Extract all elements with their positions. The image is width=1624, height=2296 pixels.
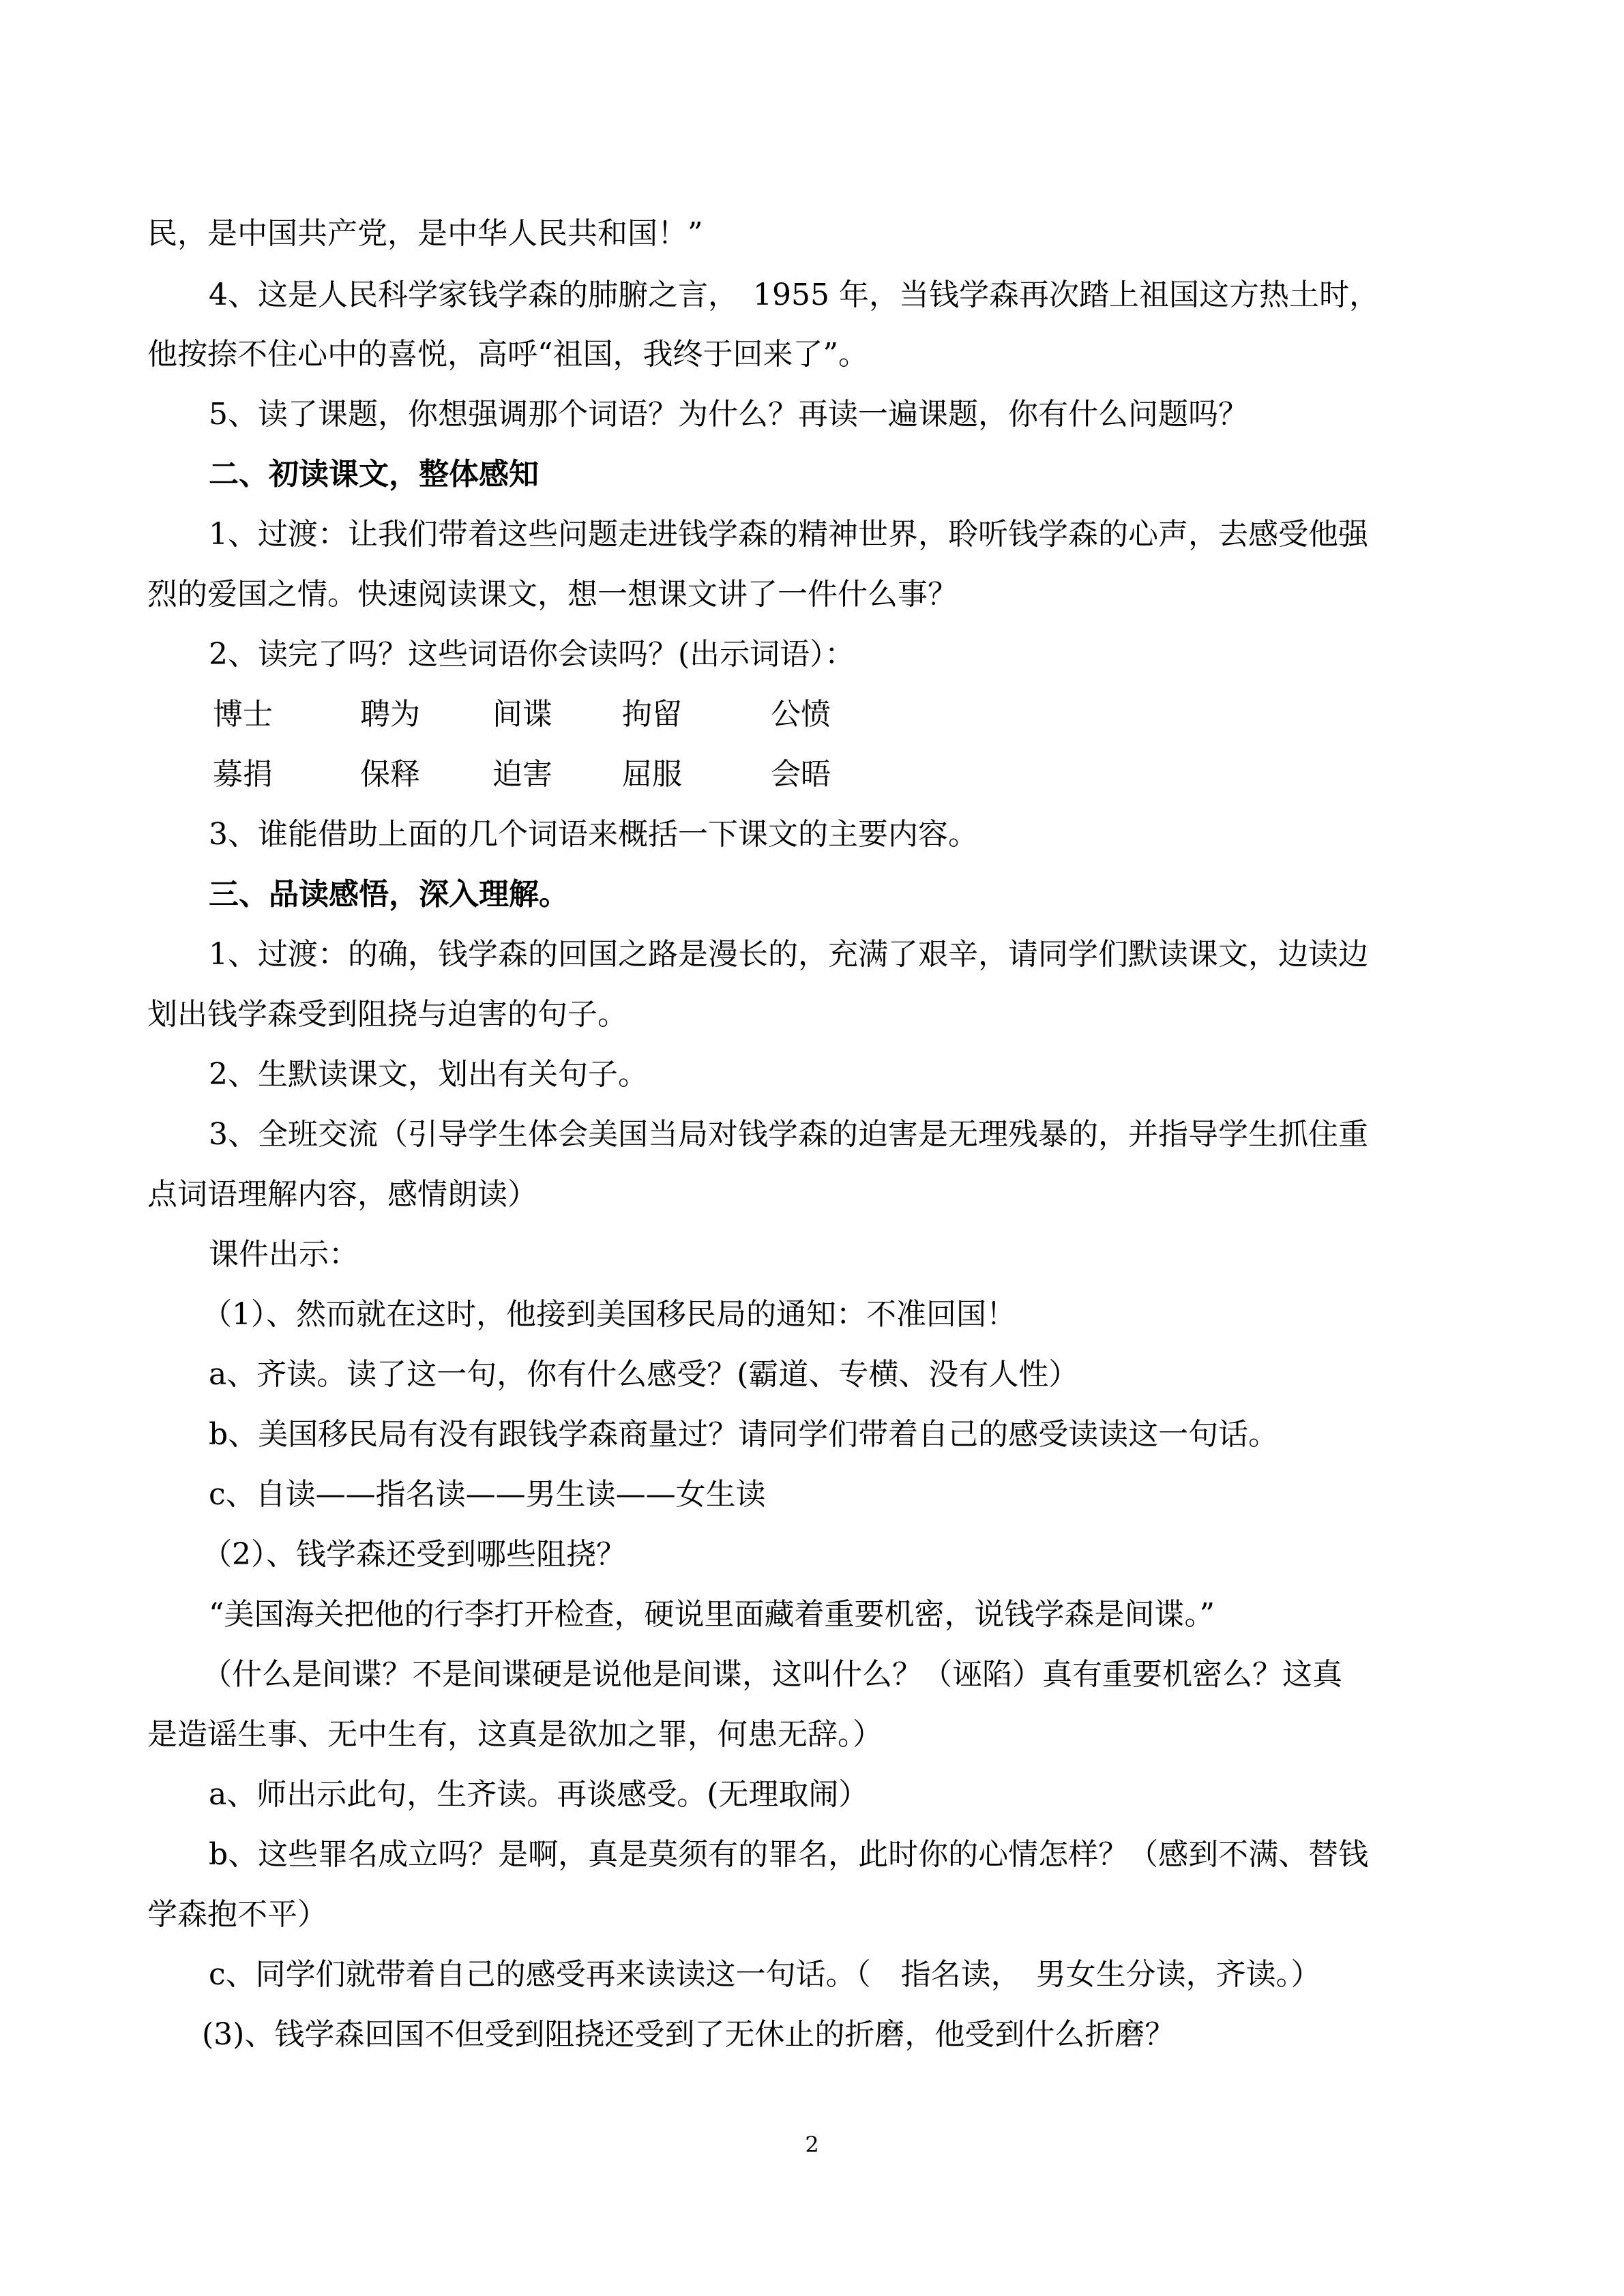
paragraph-line: 他按捺不住心中的喜悦，高呼“祖国，我终于回来了”。 xyxy=(147,337,868,372)
vocab-word: 聘为 xyxy=(360,697,420,732)
vocab-word: 间谍 xyxy=(492,697,552,732)
quote-line: “美国海关把他的行李打开检查，硬说里面藏着重要机密，说钱学森是间谍。” xyxy=(209,1597,1215,1632)
paragraph-line: 划出钱学森受到阻挠与迫害的句子。 xyxy=(147,997,628,1032)
vocab-word: 迫害 xyxy=(492,757,552,792)
paragraph-line: 1、过渡：的确，钱学森的回国之路是漫长的，充满了艰辛，请同学们默读课文，边读边 xyxy=(209,937,1368,972)
page-number: 2 xyxy=(805,2132,819,2158)
paragraph-line: 2、生默读课文，划出有关句子。 xyxy=(209,1057,648,1092)
paragraph-line: 2、读完了吗？这些词语你会读吗？(出示词语）： xyxy=(209,637,855,672)
paragraph-line: b、这些罪名成立吗？是啊，真是莫须有的罪名，此时你的心情怎样？（感到不满、替钱 xyxy=(209,1837,1369,1872)
vocab-word: 公愤 xyxy=(771,697,831,732)
paragraph-line: 3、谁能借助上面的几个词语来概括一下课文的主要内容。 xyxy=(209,817,978,852)
paragraph-line: （2）、钱学森还受到哪些阻挠？ xyxy=(202,1537,626,1572)
vocab-word: 博士 xyxy=(213,697,273,732)
paragraph-line: 课件出示： xyxy=(209,1237,359,1272)
vocab-word: 会晤 xyxy=(771,757,831,792)
section-heading: 二、初读课文，整体感知 xyxy=(209,457,539,492)
paragraph-line: 民，是中国共产党，是中华人民共和国！” xyxy=(147,216,703,251)
paragraph-line: 是造谣生事、无中生有，这真是欲加之罪，何患无辞。） xyxy=(147,1717,883,1752)
vocab-word: 募捐 xyxy=(213,757,273,792)
vocab-word: 屈服 xyxy=(622,757,682,792)
vocab-word: 保释 xyxy=(360,757,420,792)
paragraph-line: (3)、钱学森回国不但受到阻挠还受到了无休止的折磨，他受到什么折磨？ xyxy=(202,2017,1175,2052)
section-heading: 三、品读感悟，深入理解。 xyxy=(209,877,569,912)
paragraph-line: c、自读——指名读——男生读——女生读 xyxy=(209,1477,766,1512)
paragraph-line: （1）、然而就在这时，他接到美国移民局的通知：不准回国！ xyxy=(202,1297,1016,1332)
paragraph-line: （什么是间谍？不是间谍硬是说他是间谍，这叫什么？（诬陷）真有重要机密么？这真 xyxy=(202,1657,1342,1692)
paragraph-line: 4、这是人民科学家钱学森的肺腑之言， 1955 年，当钱学森再次踏上祖国这方热土时， xyxy=(209,278,1379,312)
paragraph-line: 点词语理解内容，感情朗读） xyxy=(147,1177,537,1212)
paragraph-line: 学森抱不平） xyxy=(147,1897,327,1932)
paragraph-line: 烈的爱国之情。快速阅读课文，想一想课文讲了一件什么事？ xyxy=(147,577,958,612)
paragraph-line: a、师出示此句，生齐读。再谈感受。(无理取闹） xyxy=(209,1777,869,1812)
paragraph-line: 3、全班交流（引导学生体会美国当局对钱学森的迫害是无理残暴的，并指导学生抓住重 xyxy=(209,1117,1368,1152)
paragraph-line: a、齐读。读了这一句，你有什么感受？(霸道、专横、没有人性） xyxy=(209,1357,1079,1392)
paragraph-line: c、同学们就带着自己的感受再来读读这一句话。（ 指名读， 男女生分读，齐读。） xyxy=(209,1957,1321,1992)
paragraph-line: b、美国移民局有没有跟钱学森商量过？请同学们带着自己的感受读读这一句话。 xyxy=(209,1417,1279,1452)
vocab-word: 拘留 xyxy=(622,697,682,732)
paragraph-line: 5、读了课题，你想强调那个词语？为什么？再读一遍课题，你有什么问题吗？ xyxy=(209,397,1248,432)
paragraph-line: 1、过渡：让我们带着这些问题走进钱学森的精神世界，聆听钱学森的心声，去感受他强 xyxy=(209,517,1368,552)
